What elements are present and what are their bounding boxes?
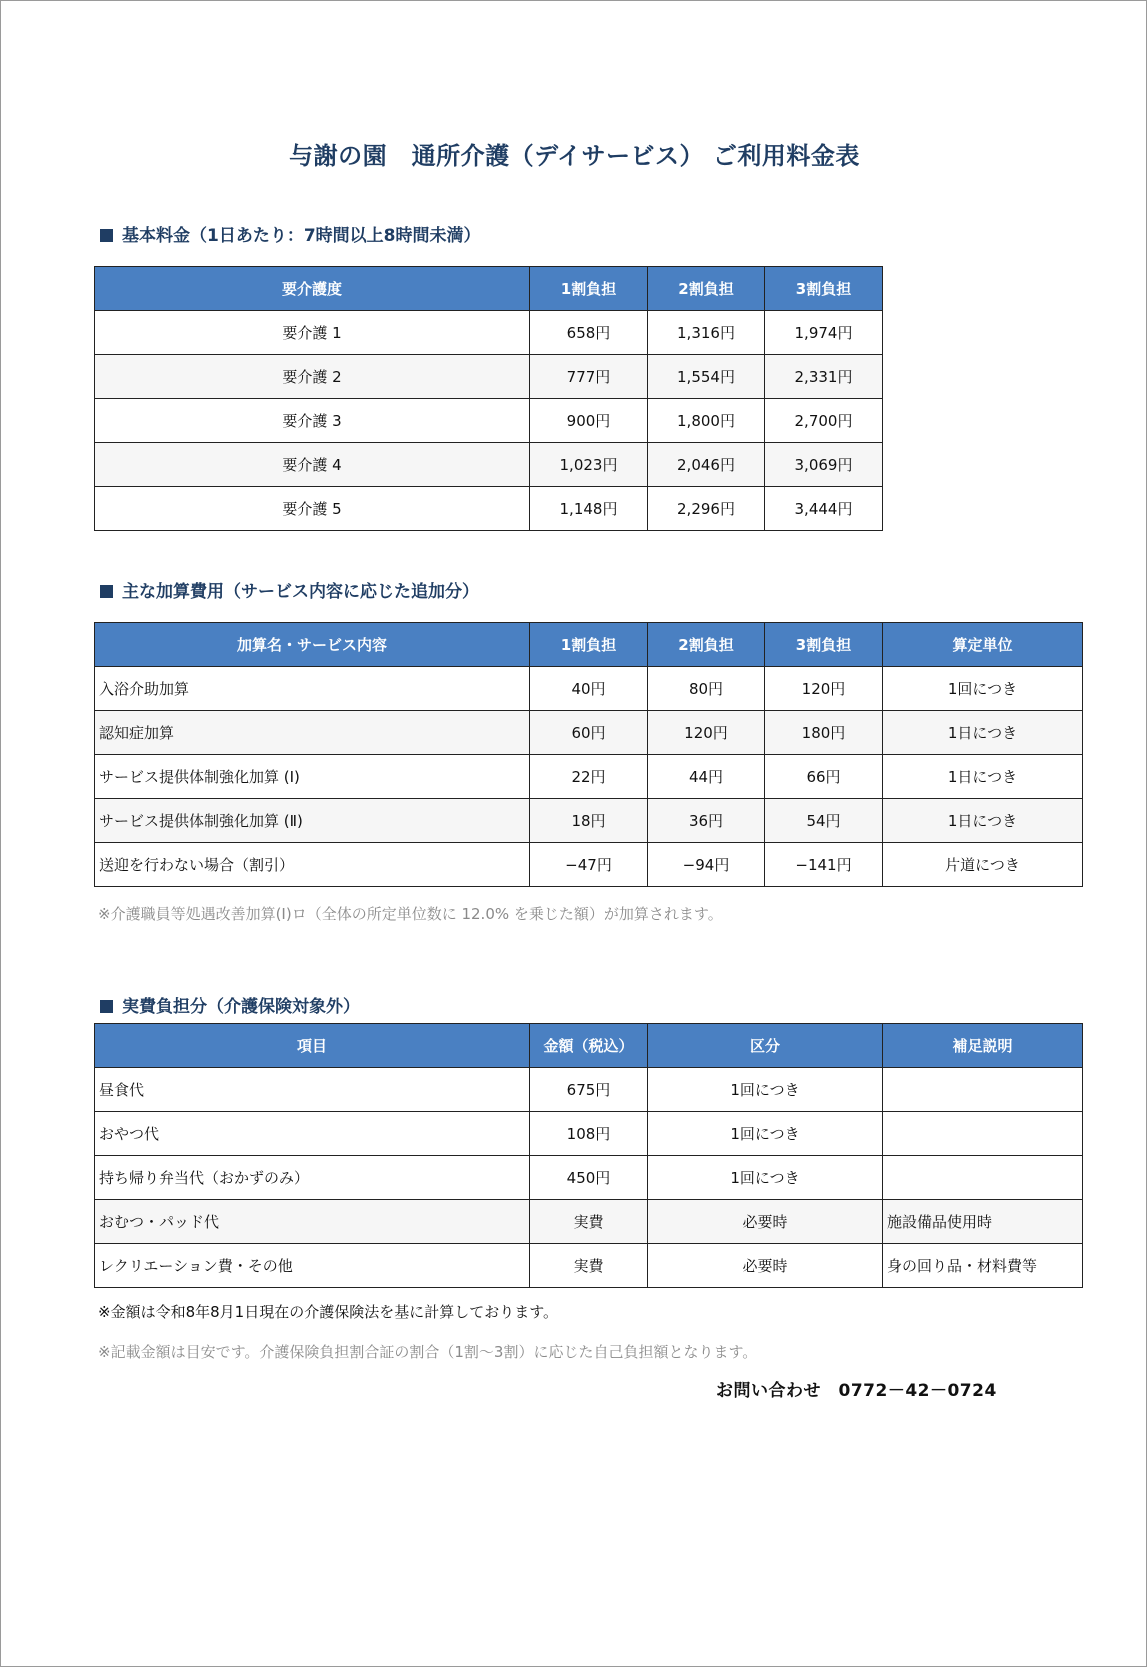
square-bullet-icon: [100, 1000, 113, 1013]
addition-name-cell: 入浴介助加算: [95, 667, 530, 711]
actual-expense-heading: [100, 992, 360, 1017]
column-header: 2割負担: [648, 267, 765, 311]
expense-item-cell: レクリエーション費・その他: [95, 1244, 530, 1288]
column-header: 要介護度: [95, 267, 530, 311]
table-header-row: [95, 623, 1083, 667]
fee-cell: −47円: [530, 843, 648, 887]
table-row: [95, 843, 1083, 887]
fee-cell: 80円: [648, 667, 765, 711]
category-cell: 1回につき: [648, 1156, 883, 1200]
amount-cell: 実費: [530, 1244, 648, 1288]
fee-cell: 54円: [765, 799, 883, 843]
fee-cell: 2,700円: [765, 399, 883, 443]
fee-cell: 44円: [648, 755, 765, 799]
fee-cell: 3,444円: [765, 487, 883, 531]
unit-cell: 1回につき: [883, 667, 1083, 711]
fee-cell: 60円: [530, 711, 648, 755]
fee-cell: 180円: [765, 711, 883, 755]
addition-name-cell: サービス提供体制強化加算 (Ⅱ): [95, 799, 530, 843]
column-header: 算定単位: [883, 623, 1083, 667]
care-level-cell: 要介護 4: [95, 443, 530, 487]
fee-cell: 18円: [530, 799, 648, 843]
square-bullet-icon: [100, 229, 113, 242]
fee-cell: −94円: [648, 843, 765, 887]
additional-fee-table: [94, 622, 1083, 887]
addition-name-cell: 送迎を行わない場合（割引）: [95, 843, 530, 887]
document-title: 与謝の園 通所介護（デイサービス） ご利用料金表: [289, 142, 860, 170]
care-level-cell: 要介護 5: [95, 487, 530, 531]
table-row: [95, 487, 883, 531]
table-row: [95, 311, 883, 355]
table-row: [95, 755, 1083, 799]
category-cell: 1回につき: [648, 1112, 883, 1156]
table-header-row: [95, 1024, 1083, 1068]
fee-cell: 1,316円: [648, 311, 765, 355]
table-row: [95, 399, 883, 443]
fee-cell: 1,023円: [530, 443, 648, 487]
actual-expense-table: [94, 1023, 1083, 1288]
care-level-cell: 要介護 3: [95, 399, 530, 443]
fee-cell: 120円: [648, 711, 765, 755]
fee-cell: 900円: [530, 399, 648, 443]
fee-cell: 1,148円: [530, 487, 648, 531]
addition-name-cell: 認知症加算: [95, 711, 530, 755]
expense-item-cell: 昼食代: [95, 1068, 530, 1112]
fee-cell: −141円: [765, 843, 883, 887]
fee-cell: 3,069円: [765, 443, 883, 487]
amount-cell: 108円: [530, 1112, 648, 1156]
unit-cell: 1日につき: [883, 799, 1083, 843]
remark-cell: 施設備品使用時: [883, 1200, 1083, 1244]
additions-note: ※介護職員等処遇改善加算(Ⅰ)ロ（全体の所定単位数に 12.0% を乗じた額）が加算されます。: [98, 905, 723, 923]
column-header: 2割負担: [648, 623, 765, 667]
remark-cell: 身の回り品・材料費等: [883, 1244, 1083, 1288]
table-row: [95, 443, 883, 487]
remark-cell: [883, 1068, 1083, 1112]
column-header: 項目: [95, 1024, 530, 1068]
square-bullet-icon: [100, 585, 113, 598]
category-cell: 1回につき: [648, 1068, 883, 1112]
basic-fee-heading: [100, 221, 481, 246]
expense-item-cell: 持ち帰り弁当代（おかずのみ）: [95, 1156, 530, 1200]
remark-cell: [883, 1156, 1083, 1200]
fee-cell: 40円: [530, 667, 648, 711]
column-header: 1割負担: [530, 267, 648, 311]
table-row: [95, 1200, 1083, 1244]
fee-cell: 2,296円: [648, 487, 765, 531]
fee-cell: 658円: [530, 311, 648, 355]
column-header: 3割負担: [765, 623, 883, 667]
care-level-cell: 要介護 2: [95, 355, 530, 399]
table-row: [95, 1068, 1083, 1112]
fee-cell: 36円: [648, 799, 765, 843]
column-header: 加算名・サービス内容: [95, 623, 530, 667]
fee-cell: 2,331円: [765, 355, 883, 399]
actual-expense-heading-text: 実費負担分（介護保険対象外）: [122, 997, 360, 1017]
amount-cell: 450円: [530, 1156, 648, 1200]
contact-phone: お問い合わせ 0772－42－0724: [716, 1381, 997, 1401]
table-row: [95, 1112, 1083, 1156]
basic-fee-table: [94, 266, 883, 531]
fee-cell: 2,046円: [648, 443, 765, 487]
column-header: 区分: [648, 1024, 883, 1068]
category-cell: 必要時: [648, 1244, 883, 1288]
amount-cell: 実費: [530, 1200, 648, 1244]
unit-cell: 片道につき: [883, 843, 1083, 887]
column-header: 金額（税込）: [530, 1024, 648, 1068]
care-level-cell: 要介護 1: [95, 311, 530, 355]
category-cell: 必要時: [648, 1200, 883, 1244]
table-row: [95, 711, 1083, 755]
estimate-note: ※記載金額は目安です。介護保険負担割合証の割合（1割〜3割）に応じた自己負担額となります。: [98, 1343, 758, 1361]
table-row: [95, 799, 1083, 843]
fee-cell: 777円: [530, 355, 648, 399]
fee-cell: 1,554円: [648, 355, 765, 399]
fee-cell: 22円: [530, 755, 648, 799]
fee-cell: 120円: [765, 667, 883, 711]
table-row: [95, 1244, 1083, 1288]
basic-fee-heading-text: 基本料金（1日あたり：7時間以上8時間未満）: [122, 226, 481, 246]
table-row: [95, 667, 1083, 711]
fee-cell: 1,800円: [648, 399, 765, 443]
table-header-row: [95, 267, 883, 311]
additional-fee-heading-text: 主な加算費用（サービス内容に応じた追加分）: [122, 582, 479, 602]
unit-cell: 1日につき: [883, 711, 1083, 755]
unit-cell: 1日につき: [883, 755, 1083, 799]
calculation-basis-note: ※金額は令和8年8月1日現在の介護保険法を基に計算しております。: [98, 1303, 559, 1321]
column-header: 1割負担: [530, 623, 648, 667]
table-row: [95, 355, 883, 399]
column-header: 補足説明: [883, 1024, 1083, 1068]
table-row: [95, 1156, 1083, 1200]
fee-cell: 1,974円: [765, 311, 883, 355]
expense-item-cell: おむつ・パッド代: [95, 1200, 530, 1244]
additional-fee-heading: [100, 577, 479, 602]
amount-cell: 675円: [530, 1068, 648, 1112]
fee-cell: 66円: [765, 755, 883, 799]
expense-item-cell: おやつ代: [95, 1112, 530, 1156]
column-header: 3割負担: [765, 267, 883, 311]
addition-name-cell: サービス提供体制強化加算 (Ⅰ): [95, 755, 530, 799]
remark-cell: [883, 1112, 1083, 1156]
